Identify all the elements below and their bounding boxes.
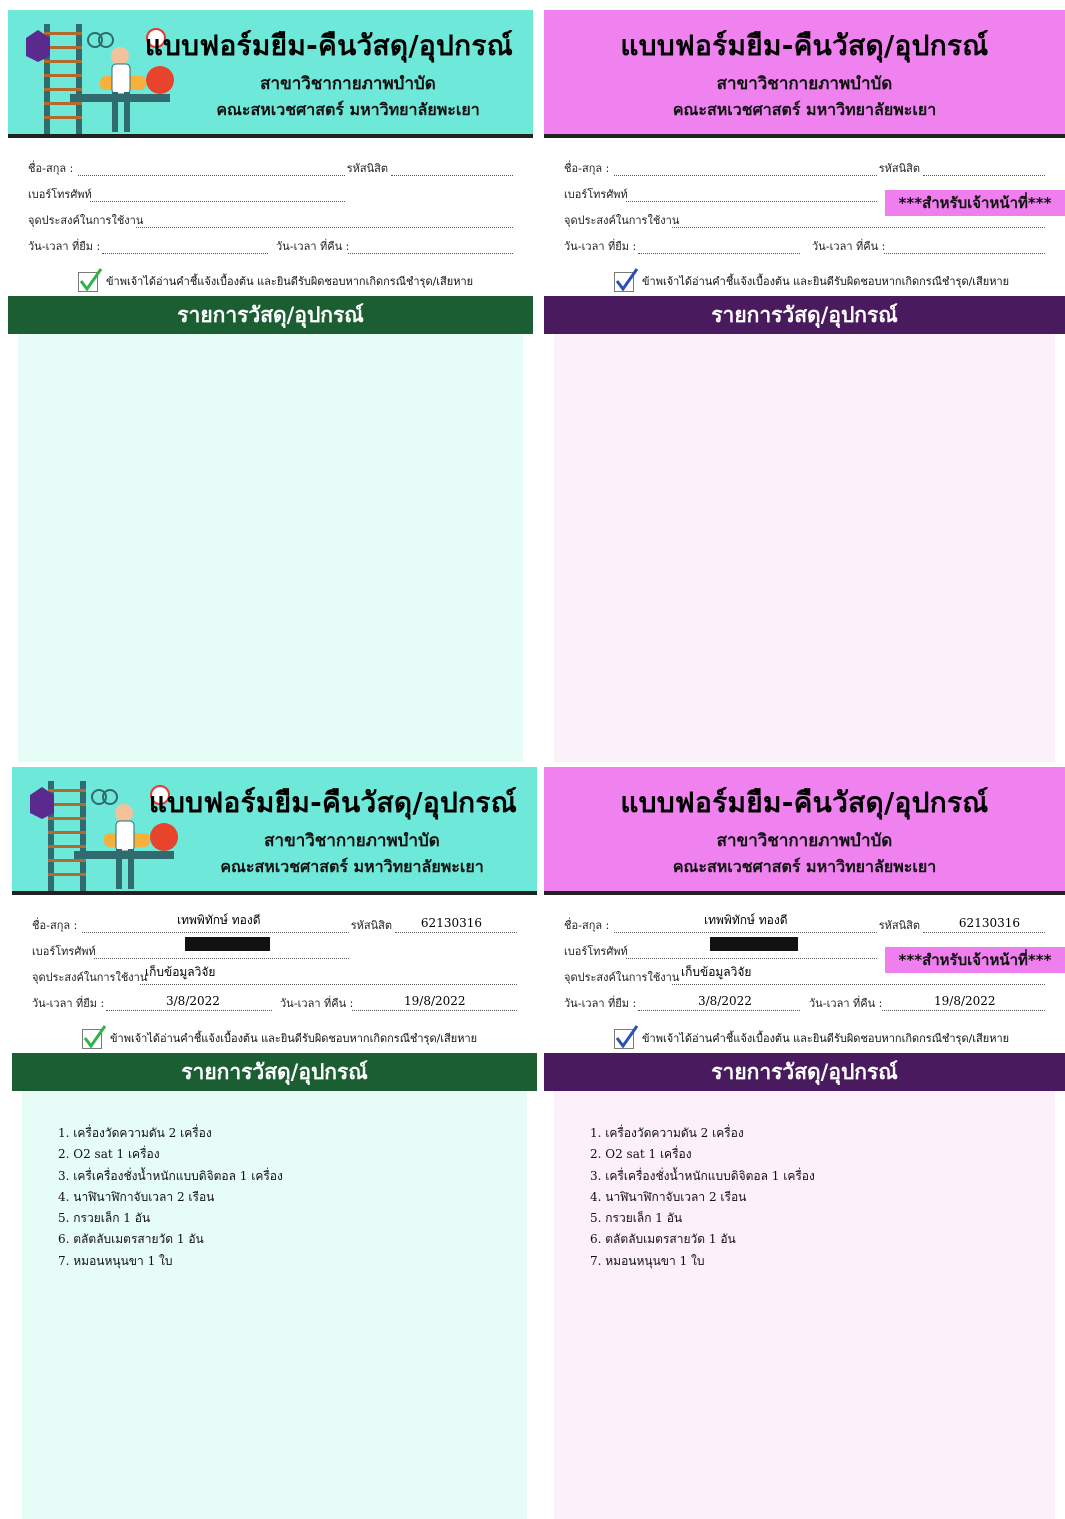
purpose-value: เก็บข้อมูลวิจัย <box>145 965 216 979</box>
form-title: แบบฟอร์มยืม-คืนวัสดุ/อุปกรณ์ <box>144 29 513 62</box>
check-icon <box>613 1024 639 1050</box>
phone-row <box>32 941 517 963</box>
borrow-form-filled-green <box>12 767 537 1519</box>
list-item: 6. ตลัตลับเมตรสายวัด 1 อัน <box>590 1232 736 1247</box>
form-header <box>12 767 537 895</box>
form-header <box>8 10 533 138</box>
department-name: สาขาวิชากายภาพบำบัด <box>260 74 436 94</box>
name-row <box>564 158 1045 180</box>
list-item: 5. กรวยเล็ก 1 อัน <box>590 1211 683 1226</box>
staff-only-note: ***สำหรับเจ้าหน้าที่*** <box>885 190 1065 216</box>
faculty-university-name: คณะสหเวชศาสตร์ มหาวิทยาลัยพะเยา <box>672 857 937 876</box>
student-id-value: 62130316 <box>958 916 1020 930</box>
borrower-fields <box>544 138 1065 296</box>
list-item: 3. เครื่เครื่องชั่งน้ำหนักแบบดิจิตอล 1 เครื่อง <box>590 1168 815 1183</box>
purpose-label: จุดประสงค์ในการใช้งาน <box>32 971 148 984</box>
purpose-label: จุดประสงค์ในการใช้งาน <box>28 214 144 227</box>
borrow-date-field[interactable] <box>638 253 800 254</box>
return-date-label: วัน-เวลา ที่คืน : <box>276 240 350 253</box>
name-label: ชื่อ-สกุล : <box>564 162 610 175</box>
agreement-text: ข้าพเจ้าได้อ่านคำชี้แจ้งเบื้องต้น และยินดีรับผิดชอบหากเกิดกรณีชำรุด/เสียหาย <box>106 275 474 288</box>
return-date-value: 19/8/2022 <box>404 994 466 1008</box>
list-item: 4. นาฬินาฬิกาจับเวลา 2 เรือน <box>58 1189 215 1204</box>
agreement-checkbox[interactable] <box>614 1029 634 1049</box>
form-header <box>544 10 1065 138</box>
borrow-form-blank-green <box>8 10 533 762</box>
phone-label: เบอร์โทรศัพท์ <box>28 188 92 201</box>
agreement-text: ข้าพเจ้าได้อ่านคำชี้แจ้งเบื้องต้น และยินดีรับผิดชอบหากเกิดกรณีชำรุด/เสียหาย <box>642 1032 1010 1045</box>
purpose-field[interactable] <box>140 984 517 985</box>
return-date-field[interactable] <box>352 1010 517 1011</box>
phone-field[interactable] <box>626 201 877 202</box>
form-header <box>544 767 1065 895</box>
purpose-row <box>564 967 1045 989</box>
name-value: เทพพิทักษ์ ทองดี <box>704 913 788 927</box>
purpose-row <box>32 967 517 989</box>
date-row <box>28 236 513 258</box>
student-id-field[interactable] <box>923 932 1045 933</box>
list-item: 4. นาฬินาฬิกาจับเวลา 2 เรือน <box>590 1189 747 1204</box>
return-date-value: 19/8/2022 <box>934 994 996 1008</box>
agreement-checkbox[interactable] <box>614 272 634 292</box>
items-list-area <box>22 1091 527 1519</box>
phone-label: เบอร์โทรศัพท์ <box>564 945 628 958</box>
department-name: สาขาวิชากายภาพบำบัด <box>264 831 440 851</box>
borrow-date-field[interactable] <box>638 1010 800 1011</box>
borrow-date-label: วัน-เวลา ที่ยืม : <box>564 997 637 1010</box>
form-title: แบบฟอร์มยืม-คืนวัสดุ/อุปกรณ์ <box>620 29 989 62</box>
borrow-date-field[interactable] <box>106 1010 272 1011</box>
phone-field[interactable] <box>94 958 349 959</box>
items-list-area <box>554 1091 1055 1519</box>
borrow-date-label: วัน-เวลา ที่ยืม : <box>564 240 637 253</box>
agreement-row <box>78 272 473 292</box>
purpose-field[interactable] <box>672 227 1045 228</box>
agreement-row <box>614 1029 1009 1049</box>
date-row <box>564 236 1045 258</box>
list-item: 7. หมอนหนุนขา 1 ใบ <box>590 1253 705 1268</box>
agreement-row <box>82 1029 477 1049</box>
form-title: แบบฟอร์มยืม-คืนวัสดุ/อุปกรณ์ <box>620 786 989 819</box>
phone-row <box>28 184 513 206</box>
phone-redacted <box>710 937 798 951</box>
student-id-field[interactable] <box>923 175 1045 176</box>
agreement-text: ข้าพเจ้าได้อ่านคำชี้แจ้งเบื้องต้น และยินดีรับผิดชอบหากเกิดกรณีชำรุด/เสียหาย <box>642 275 1010 288</box>
purpose-label: จุดประสงค์ในการใช้งาน <box>564 971 680 984</box>
borrower-fields <box>544 895 1065 1053</box>
purpose-row <box>28 210 513 232</box>
items-list-area <box>18 334 523 762</box>
name-row <box>28 158 513 180</box>
purpose-field[interactable] <box>136 227 513 228</box>
purpose-label: จุดประสงค์ในการใช้งาน <box>564 214 680 227</box>
return-date-field[interactable] <box>884 253 1045 254</box>
name-field[interactable] <box>78 175 345 176</box>
check-icon <box>81 1024 107 1050</box>
phone-redacted <box>185 937 270 951</box>
purpose-field[interactable] <box>672 984 1045 985</box>
agreement-checkbox[interactable] <box>78 272 98 292</box>
list-item: 6. ตลัตลับเมตรสายวัด 1 อัน <box>58 1232 204 1247</box>
date-row <box>564 993 1045 1015</box>
items-list <box>58 1123 283 1272</box>
name-label: ชื่อ-สกุล : <box>564 919 610 932</box>
faculty-university-name: คณะสหเวชศาสตร์ มหาวิทยาลัยพะเยา <box>216 100 480 119</box>
purpose-row <box>564 210 1045 232</box>
student-id-label: รหัสนิสิต <box>878 162 920 175</box>
list-item: 3. เครื่เครื่องชั่งน้ำหนักแบบดิจิตอล 1 เครื่อง <box>58 1168 283 1183</box>
phone-label: เบอร์โทรศัพท์ <box>564 188 628 201</box>
student-id-label: รหัสนิสิต <box>346 162 388 175</box>
staff-only-note: ***สำหรับเจ้าหน้าที่*** <box>885 947 1065 973</box>
phone-label: เบอร์โทรศัพท์ <box>32 945 96 958</box>
borrow-date-value: 3/8/2022 <box>698 994 752 1008</box>
borrow-date-value: 3/8/2022 <box>166 994 220 1008</box>
list-item: 1. เครื่องวัดความดัน 2 เครื่อง <box>590 1126 744 1140</box>
faculty-university-name: คณะสหเวชศาสตร์ มหาวิทยาลัยพะเยา <box>220 857 484 876</box>
student-id-value: 62130316 <box>420 916 482 930</box>
borrow-date-field[interactable] <box>102 253 268 254</box>
department-name: สาขาวิชากายภาพบำบัด <box>716 74 893 94</box>
check-icon <box>613 267 639 293</box>
name-field[interactable] <box>614 932 877 933</box>
student-id-label: รหัสนิสิต <box>350 919 392 932</box>
name-row <box>32 915 517 937</box>
agreement-text: ข้าพเจ้าได้อ่านคำชี้แจ้งเบื้องต้น และยินดีรับผิดชอบหากเกิดกรณีชำรุด/เสียหาย <box>110 1032 478 1045</box>
items-section-title: รายการวัสดุ/อุปกรณ์ <box>12 1053 537 1091</box>
borrower-fields <box>12 895 537 1053</box>
phone-field[interactable] <box>626 958 877 959</box>
name-value: เทพพิทักษ์ ทองดี <box>177 913 261 927</box>
borrow-form-blank-purple <box>544 10 1065 762</box>
student-id-field[interactable] <box>391 175 513 176</box>
list-item: 5. กรวยเล็ก 1 อัน <box>58 1211 151 1226</box>
borrow-date-label: วัน-เวลา ที่ยืม : <box>32 997 105 1010</box>
name-row <box>564 915 1045 937</box>
name-field[interactable] <box>82 932 349 933</box>
return-date-field[interactable] <box>882 1010 1045 1011</box>
agreement-checkbox[interactable] <box>82 1029 102 1049</box>
phone-field[interactable] <box>90 201 345 202</box>
form-title: แบบฟอร์มยืม-คืนวัสดุ/อุปกรณ์ <box>148 786 517 819</box>
check-icon <box>77 267 103 293</box>
student-id-label: รหัสนิสิต <box>878 919 920 932</box>
list-item: 1. เครื่องวัดความดัน 2 เครื่อง <box>58 1126 212 1140</box>
list-item: 7. หมอนหนุนขา 1 ใบ <box>58 1253 173 1268</box>
items-section-title: รายการวัสดุ/อุปกรณ์ <box>544 1053 1065 1091</box>
list-item: 2. O2 sat 1 เครื่อง <box>590 1147 692 1162</box>
items-list <box>590 1123 815 1272</box>
agreement-row <box>614 272 1009 292</box>
name-label: ชื่อ-สกุล : <box>32 919 78 932</box>
student-id-field[interactable] <box>395 932 517 933</box>
list-item: 2. O2 sat 1 เครื่อง <box>58 1147 160 1162</box>
return-date-label: วัน-เวลา ที่คืน : <box>280 997 354 1010</box>
borrower-fields <box>8 138 533 296</box>
return-date-field[interactable] <box>348 253 513 254</box>
items-section-title: รายการวัสดุ/อุปกรณ์ <box>8 296 533 334</box>
name-field[interactable] <box>614 175 877 176</box>
name-label: ชื่อ-สกุล : <box>28 162 74 175</box>
return-date-label: วัน-เวลา ที่คืน : <box>812 240 886 253</box>
return-date-label: วัน-เวลา ที่คืน : <box>809 997 883 1010</box>
items-section-title: รายการวัสดุ/อุปกรณ์ <box>544 296 1065 334</box>
purpose-value: เก็บข้อมูลวิจัย <box>681 965 752 979</box>
faculty-university-name: คณะสหเวชศาสตร์ มหาวิทยาลัยพะเยา <box>672 100 937 119</box>
date-row <box>32 993 517 1015</box>
department-name: สาขาวิชากายภาพบำบัด <box>716 831 893 851</box>
borrow-date-label: วัน-เวลา ที่ยืม : <box>28 240 101 253</box>
borrow-form-filled-purple <box>544 767 1065 1519</box>
items-list-area <box>554 334 1055 762</box>
